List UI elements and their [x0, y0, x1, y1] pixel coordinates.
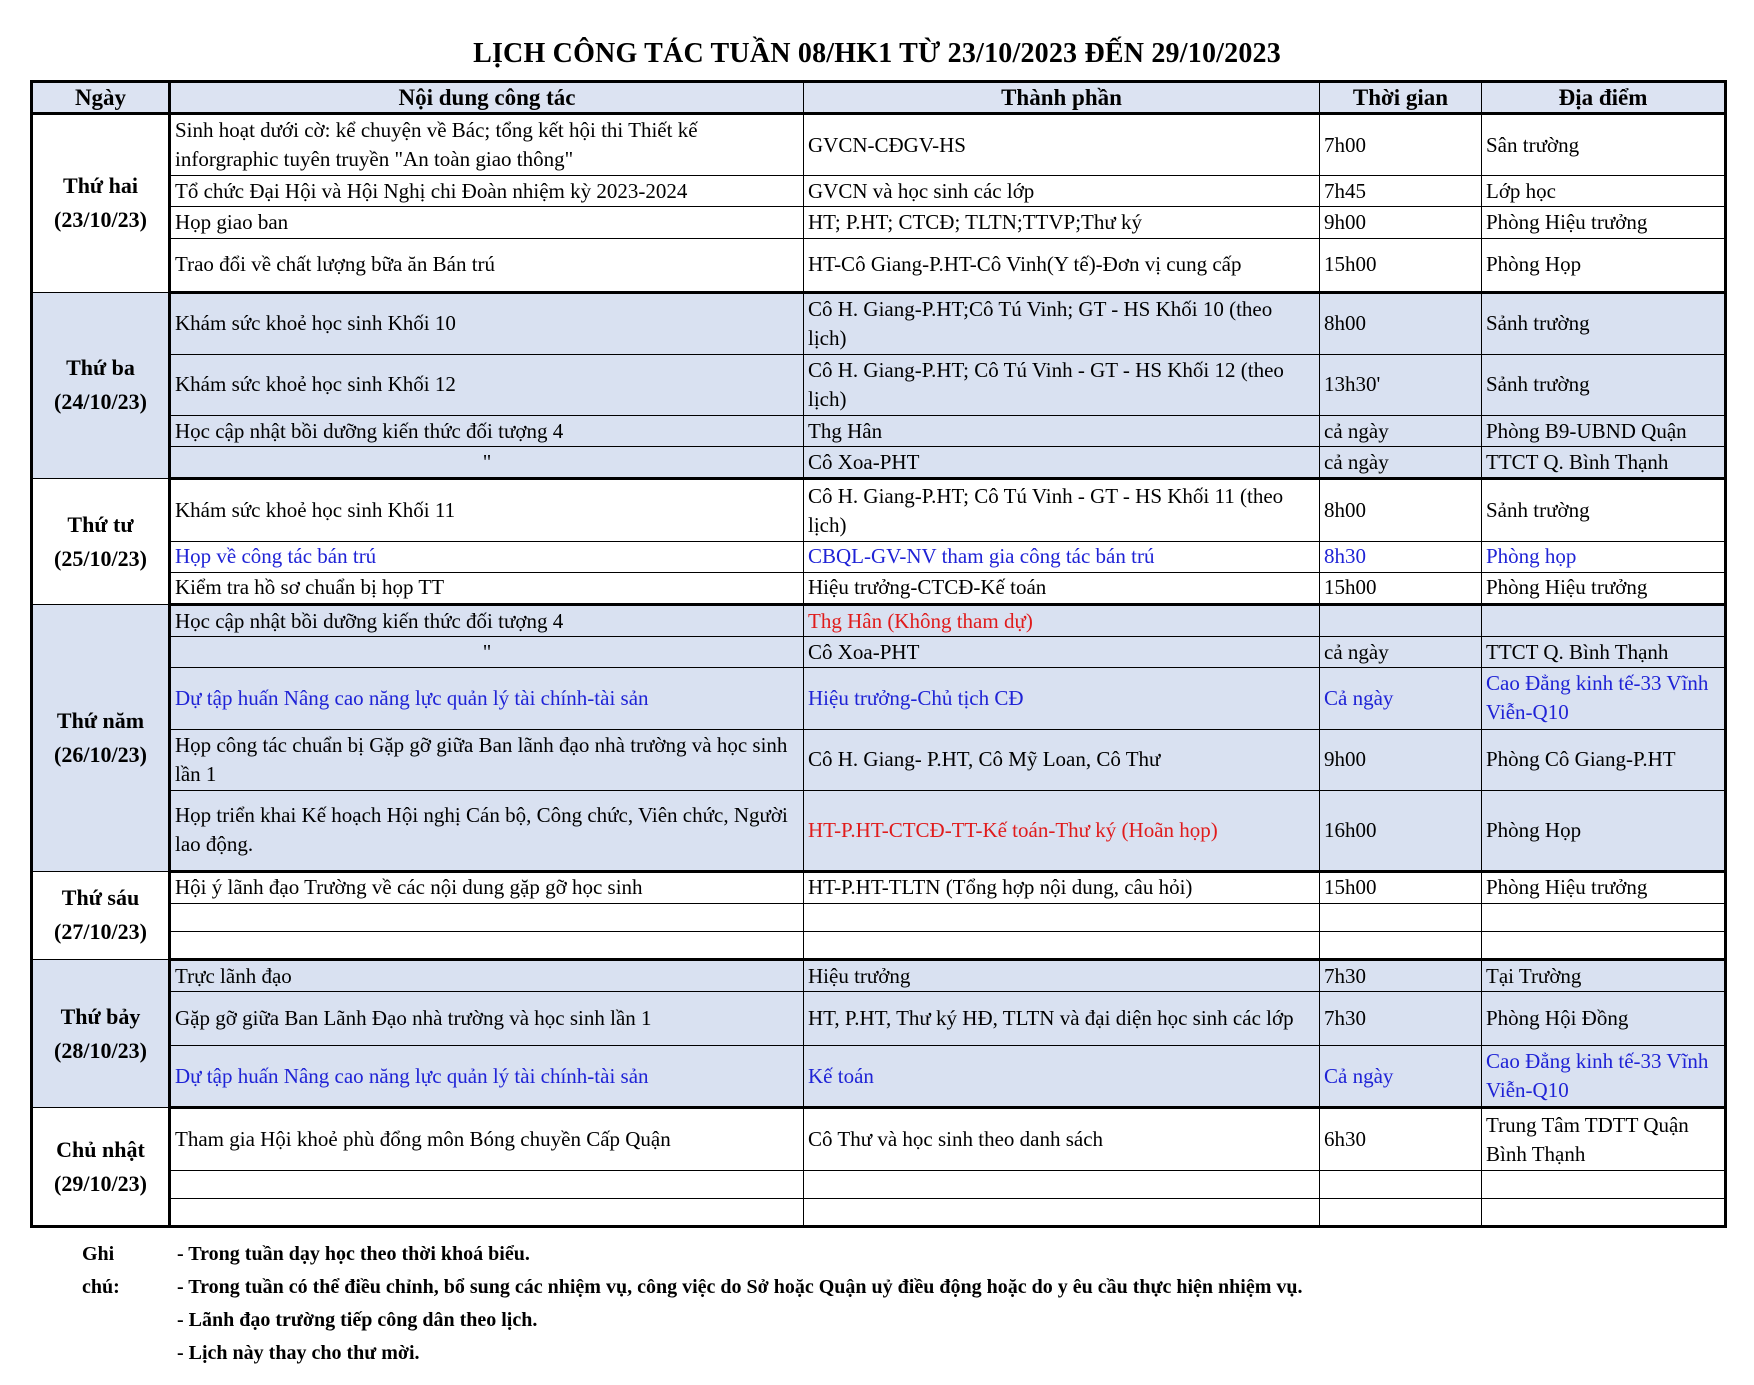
time-cell: 8h30 — [1320, 541, 1482, 572]
members-cell: HT-P.HT-TLTN (Tổng hợp nội dung, câu hỏi) — [804, 871, 1320, 903]
place-cell: Sảnh trường — [1482, 479, 1726, 541]
place-cell — [1482, 931, 1726, 959]
content-cell: Gặp gỡ giữa Ban Lãnh Đạo nhà trường và học sinh lần 1 — [170, 992, 804, 1046]
place-cell: Sảnh trường — [1482, 354, 1726, 415]
content-cell — [170, 1198, 804, 1226]
members-cell: CBQL-GV-NV tham gia công tác bán trú — [804, 541, 1320, 572]
header-day: Ngày — [32, 82, 170, 114]
time-cell: 8h00 — [1320, 479, 1482, 541]
content-cell: Tham gia Hội khoẻ phù đổng môn Bóng chuyền Cấp Quận — [170, 1108, 804, 1170]
members-cell: HT-P.HT-CTCĐ-TT-Kế toán-Thư ký (Hoãn họp) — [804, 790, 1320, 871]
place-cell: Phòng Hiệu trưởng — [1482, 871, 1726, 903]
members-cell: Cô H. Giang-P.HT;Cô Tú Vinh; GT - HS Khối 10 (theo lịch) — [804, 292, 1320, 354]
day-date: (24/10/23) — [54, 389, 147, 415]
table-row — [32, 354, 1726, 415]
time-cell: 9h00 — [1320, 207, 1482, 238]
day-cell — [32, 292, 170, 479]
members-cell: Hiệu trưởng-CTCĐ-Kế toán — [804, 572, 1320, 604]
place-cell: Phòng Cô Giang-P.HT — [1482, 729, 1726, 790]
table-row — [32, 541, 1726, 572]
table-row — [32, 114, 1726, 176]
day-date: (23/10/23) — [54, 207, 147, 233]
note-item: - Trong tuần dạy học theo thời khoá biểu. — [177, 1243, 530, 1265]
content-cell — [170, 903, 804, 931]
note-item: - Trong tuần có thể điều chỉnh, bổ sung các nhiệm vụ, công việc do Sở hoặc Quận uỷ điều động hoặc do y êu cầu thực hiện nhiệm vụ. — [177, 1276, 1303, 1298]
table-row — [32, 207, 1726, 238]
day-name: Thứ ba — [66, 355, 135, 381]
content-cell: Dự tập huấn Nâng cao năng lực quản lý tài chính-tài sản — [170, 668, 804, 729]
members-cell — [804, 1170, 1320, 1198]
day-cell — [32, 114, 170, 293]
table-row — [32, 903, 1726, 931]
content-cell — [170, 931, 804, 959]
content-cell: Kiểm tra hồ sơ chuẩn bị họp TT — [170, 572, 804, 604]
content-cell: Học cập nhật bồi dưỡng kiến thức đối tượng 4 — [170, 416, 804, 447]
place-cell: Cao Đẳng kinh tế-33 Vĩnh Viễn-Q10 — [1482, 668, 1726, 729]
day-name: Thứ năm — [56, 707, 145, 733]
day-name: Thứ bảy — [60, 1003, 141, 1029]
day-name: Chủ nhật — [56, 1136, 145, 1162]
content-cell: Học cập nhật bồi dưỡng kiến thức đối tượng 4 — [170, 604, 804, 636]
header-time: Thời gian — [1320, 82, 1482, 114]
members-cell — [804, 931, 1320, 959]
time-cell: 6h30 — [1320, 1108, 1482, 1170]
day-name: Thứ hai — [63, 173, 138, 199]
day-cell — [32, 479, 170, 605]
table-row — [32, 790, 1726, 871]
content-cell: Hội ý lãnh đạo Trường về các nội dung gặp gỡ học sinh — [170, 871, 804, 903]
place-cell: Sân trường — [1482, 114, 1726, 176]
members-cell: HT-Cô Giang-P.HT-Cô Vinh(Y tế)-Đơn vị cung cấp — [804, 238, 1320, 292]
day-cell — [32, 960, 170, 1108]
place-cell: Cao Đẳng kinh tế-33 Vĩnh Viễn-Q10 — [1482, 1046, 1726, 1108]
day-name: Thứ sáu — [61, 885, 140, 911]
header-members: Thành phần — [804, 82, 1320, 114]
time-cell — [1320, 903, 1482, 931]
note-item: - Lịch này thay cho thư mời. — [177, 1342, 420, 1364]
table-row — [32, 1198, 1726, 1226]
content-cell: Tổ chức Đại Hội và Hội Nghị chi Đoàn nhiệm kỳ 2023-2024 — [170, 176, 804, 207]
members-cell: Hiệu trưởng-Chủ tịch CĐ — [804, 668, 1320, 729]
content-cell — [170, 1170, 804, 1198]
content-cell: Họp về công tác bán trú — [170, 541, 804, 572]
day-date: (29/10/23) — [54, 1170, 147, 1196]
members-cell: Cô H. Giang- P.HT, Cô Mỹ Loan, Cô Thư — [804, 729, 1320, 790]
time-cell — [1320, 604, 1482, 636]
place-cell: Phòng Hội Đồng — [1482, 992, 1726, 1046]
members-cell: Thg Hân (Không tham dự) — [804, 604, 1320, 636]
time-cell: 7h00 — [1320, 114, 1482, 176]
time-cell: Cả ngày — [1320, 1046, 1482, 1108]
time-cell: 7h45 — [1320, 176, 1482, 207]
time-cell — [1320, 931, 1482, 959]
place-cell: TTCT Q. Bình Thạnh — [1482, 637, 1726, 668]
members-cell: HT; P.HT; CTCĐ; TLTN;TTVP;Thư ký — [804, 207, 1320, 238]
table-row — [32, 292, 1726, 354]
table-row — [32, 668, 1726, 729]
table-row — [32, 729, 1726, 790]
place-cell: TTCT Q. Bình Thạnh — [1482, 447, 1726, 479]
header-row — [32, 82, 1726, 114]
table-row — [32, 1108, 1726, 1170]
content-cell: " — [170, 637, 804, 668]
content-cell: Họp triển khai Kế hoạch Hội nghị Cán bộ, Công chức, Viên chức, Người lao động. — [170, 790, 804, 871]
members-cell: Hiệu trưởng — [804, 960, 1320, 992]
time-cell: 13h30' — [1320, 354, 1482, 415]
time-cell: 15h00 — [1320, 871, 1482, 903]
table-row — [32, 604, 1726, 636]
time-cell — [1320, 1198, 1482, 1226]
table-row — [32, 871, 1726, 903]
members-cell — [804, 1198, 1320, 1226]
members-cell: Cô H. Giang-P.HT; Cô Tú Vinh - GT - HS Khối 11 (theo lịch) — [804, 479, 1320, 541]
content-cell: Họp giao ban — [170, 207, 804, 238]
place-cell: Phòng Họp — [1482, 790, 1726, 871]
day-date: (27/10/23) — [54, 919, 147, 945]
members-cell: HT, P.HT, Thư ký HĐ, TLTN và đại diện học sinh các lớp — [804, 992, 1320, 1046]
members-cell: Cô Xoa-PHT — [804, 447, 1320, 479]
members-cell: Cô Thư và học sinh theo danh sách — [804, 1108, 1320, 1170]
content-cell: Khám sức khoẻ học sinh Khối 11 — [170, 479, 804, 541]
place-cell: Tại Trường — [1482, 960, 1726, 992]
time-cell: cả ngày — [1320, 637, 1482, 668]
day-cell — [32, 604, 170, 871]
day-date: (28/10/23) — [54, 1037, 147, 1063]
time-cell: Cả ngày — [1320, 668, 1482, 729]
time-cell — [1320, 1170, 1482, 1198]
header-place: Địa điểm — [1482, 82, 1726, 114]
place-cell — [1482, 1198, 1726, 1226]
day-date: (25/10/23) — [54, 545, 147, 571]
content-cell: Trao đổi về chất lượng bữa ăn Bán trú — [170, 238, 804, 292]
members-cell: GVCN-CĐGV-HS — [804, 114, 1320, 176]
content-cell: Họp công tác chuẩn bị Gặp gỡ giữa Ban lãnh đạo nhà trường và học sinh lần 1 — [170, 729, 804, 790]
members-cell: Thg Hân — [804, 416, 1320, 447]
time-cell: 9h00 — [1320, 729, 1482, 790]
table-row — [32, 447, 1726, 479]
day-name: Thứ tư — [67, 511, 134, 537]
table-row — [32, 992, 1726, 1046]
place-cell: Phòng Họp — [1482, 238, 1726, 292]
members-cell: GVCN và học sinh các lớp — [804, 176, 1320, 207]
time-cell: 15h00 — [1320, 238, 1482, 292]
place-cell: Phòng Hiệu trưởng — [1482, 207, 1726, 238]
place-cell — [1482, 903, 1726, 931]
table-row — [32, 416, 1726, 447]
table-row — [32, 960, 1726, 992]
schedule-table — [30, 80, 1727, 1228]
table-row — [32, 238, 1726, 292]
content-cell: " — [170, 447, 804, 479]
day-date: (26/10/23) — [54, 741, 147, 767]
place-cell: Sảnh trường — [1482, 292, 1726, 354]
time-cell: 15h00 — [1320, 572, 1482, 604]
day-cell — [32, 871, 170, 959]
content-cell: Trực lãnh đạo — [170, 960, 804, 992]
notes-label: Ghi chú: — [82, 1243, 120, 1298]
place-cell: Trung Tâm TDTT Quận Bình Thạnh — [1482, 1108, 1726, 1170]
content-cell: Khám sức khoẻ học sinh Khối 10 — [170, 292, 804, 354]
table-row — [32, 1046, 1726, 1108]
table-row — [32, 479, 1726, 541]
time-cell: 7h30 — [1320, 992, 1482, 1046]
members-cell: Kế toán — [804, 1046, 1320, 1108]
table-row — [32, 931, 1726, 959]
time-cell: 7h30 — [1320, 960, 1482, 992]
table-row — [32, 176, 1726, 207]
place-cell: Phòng Hiệu trưởng — [1482, 572, 1726, 604]
place-cell: Phòng B9-UBND Quận — [1482, 416, 1726, 447]
time-cell: cả ngày — [1320, 416, 1482, 447]
members-cell: Cô H. Giang-P.HT; Cô Tú Vinh - GT - HS Khối 12 (theo lịch) — [804, 354, 1320, 415]
page-title: LỊCH CÔNG TÁC TUẦN 08/HK1 TỪ 23/10/2023 ĐẾN 29/10/2023 — [473, 38, 1281, 69]
time-cell: cả ngày — [1320, 447, 1482, 479]
place-cell — [1482, 604, 1726, 636]
members-cell — [804, 903, 1320, 931]
content-cell: Sinh hoạt dưới cờ: kể chuyện về Bác; tổng kết hội thi Thiết kế inforgraphic tuyên truyền "An toàn giao thông" — [170, 114, 804, 176]
place-cell: Lớp học — [1482, 176, 1726, 207]
time-cell: 16h00 — [1320, 790, 1482, 871]
place-cell — [1482, 1170, 1726, 1198]
header-content: Nội dung công tác — [170, 82, 804, 114]
table-row — [32, 1170, 1726, 1198]
time-cell: 8h00 — [1320, 292, 1482, 354]
content-cell: Khám sức khoẻ học sinh Khối 12 — [170, 354, 804, 415]
members-cell: Cô Xoa-PHT — [804, 637, 1320, 668]
place-cell: Phòng họp — [1482, 541, 1726, 572]
note-item: - Lãnh đạo trường tiếp công dân theo lịch. — [177, 1309, 538, 1331]
day-cell — [32, 1108, 170, 1227]
content-cell: Dự tập huấn Nâng cao năng lực quản lý tài chính-tài sản — [170, 1046, 804, 1108]
table-row — [32, 572, 1726, 604]
table-row — [32, 637, 1726, 668]
